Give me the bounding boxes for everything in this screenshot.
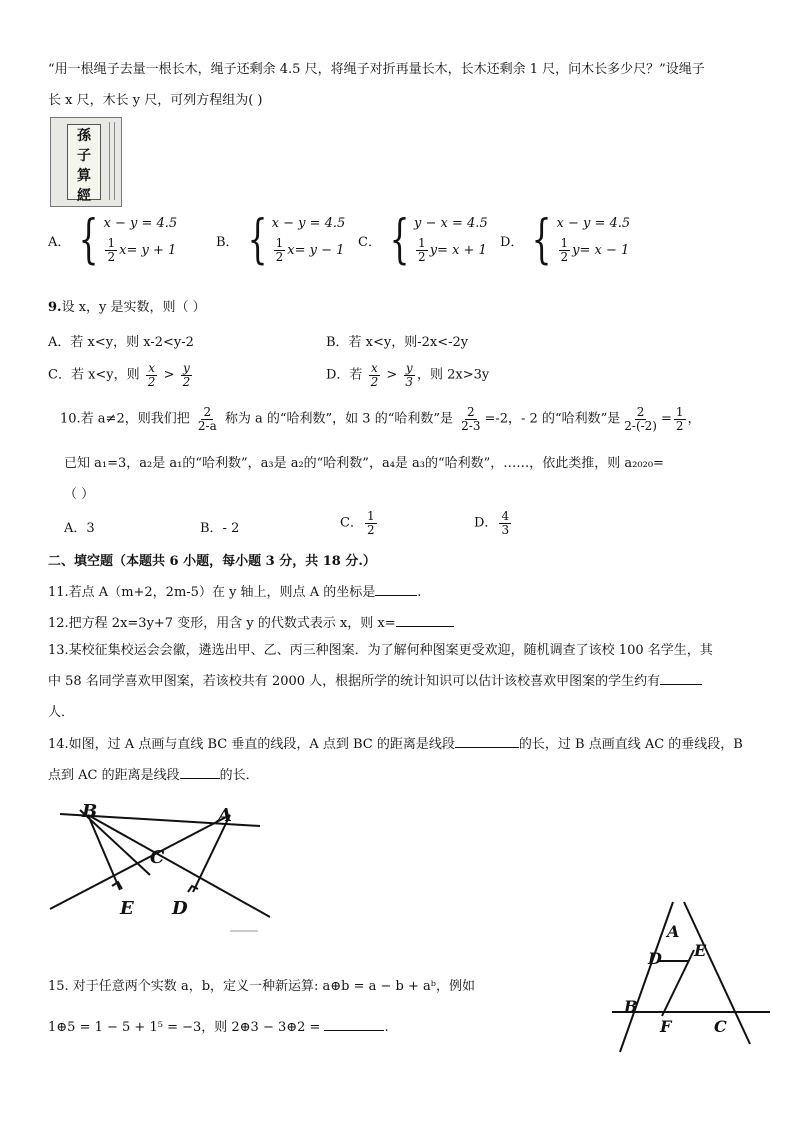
q8-stem-line1: “用一根绳子去量一根长木，绳子还剩余 4.5 尺，将绳子对折再量长木，长木还剩余 1 尺，问木长多少尺？”设绳子 [48,62,705,77]
brace-icon: { [389,210,410,270]
q15-triangle-figure [606,892,774,1058]
label-C: C [714,1017,727,1036]
option-label: A． [48,234,71,250]
q12: 12.把方程 2x=3y+7 变形，用含 y 的代数式表示 x，则 x= [48,612,454,631]
equation-2: $\frac{1}{2}$ x = y + 1 [107,236,177,264]
equation-1: x − y = 4.5 [271,216,346,232]
label-A: A [667,922,680,941]
label-F: F [660,1017,672,1036]
q10-line1: 10.若 a≠2，则我们把 $\frac{2}{2-a}$ 称为 a 的“哈利数”，如 3 的“哈利数”是 $\frac{2}{2-3}$ =-2，- 2 的“哈利数”是 $\frac{2}{2-(-2)}$ = $\frac{1}{2}$ ， [60,405,701,433]
q8-stem-line2: 长 x 尺，木长 y 尺，可列方程组为( ) [48,93,263,108]
q8-option-b[interactable] [216,210,346,270]
q13-answer-blank[interactable] [660,684,702,685]
label-A: A [218,805,232,826]
brace-icon: { [79,210,99,270]
q14-line1: 14.如图，过 A 点画与直线 BC 垂直的线段，A 点到 BC 的距离是线段 的长，过 B 点画直线 AC 的垂线段，B [48,737,743,752]
brace-icon: { [532,210,552,270]
q9-option-b[interactable]: B．若 x<y，则-2x<-2y [326,335,469,350]
equation-1: x − y = 4.5 [556,216,631,232]
label-B: B [82,801,98,822]
q15-line1: 15. 对于任意两个实数 a，b，定义一种新运算: a⊕b = a − b + aᵇ，例如 [48,979,475,994]
q9-option-d[interactable]: D．若 $\frac{x}{2}$ > $\frac{y}{3}$ ，则 2x>3y [326,361,490,389]
q14-geometry-figure [40,795,270,935]
equation-2: $\frac{1}{2}$ x = y − 1 [275,236,345,264]
q14-answer-blank-1[interactable] [455,747,519,748]
q10-option-d[interactable]: D． $\frac{4}{3}$ [474,509,510,537]
label-E: E [694,941,707,960]
q15-answer-blank[interactable] [324,1030,384,1031]
sunzi-suanjing-book-image [50,117,122,207]
q10-line2: 已知 a₁=3，a₂是 a₁的“哈利数”，a₃是 a₂的“哈利数”，a₄是 a₃的“哈利数”，……，依此类推，则 a₂₀₂₀= [64,456,664,471]
segment-EF [662,950,694,1016]
line-EA [50,815,230,909]
q8-option-d[interactable] [500,210,631,270]
section-2-heading: 二、填空题（本题共 6 小题，每小题 3 分，共 18 分.） [48,554,376,569]
option-label: D． [500,234,524,250]
q13-line1: 13.某校征集校运会会徽，遴选出甲、乙、丙三种图案．为了解何种图案更受欢迎，随机调查了该校 100 名学生，其 [48,643,713,658]
equation-1: x − y = 4.5 [103,216,178,232]
option-label: C． [358,234,381,250]
q9-stem: 9.设 x，y 是实数，则（ ） [48,300,206,315]
book-title [67,124,101,204]
q11: 11.若点 A（m+2，2m-5）在 y 轴上，则点 A 的坐标是 . [48,585,422,600]
label-E: E [120,898,134,919]
q10-option-a[interactable]: A．3 [64,521,95,536]
equation-2: $\frac{1}{2}$ y = x − 1 [560,236,630,264]
option-label: B． [216,234,239,250]
book-char: 算 [77,168,91,184]
label-C: C [150,847,165,868]
q8-option-c[interactable] [358,210,488,270]
q11-answer-blank[interactable] [375,595,417,596]
q8-option-a[interactable] [48,210,178,270]
label-D: D [172,898,188,919]
segment-BE [88,815,120,890]
q9-option-a[interactable]: A．若 x<y，则 x-2<y-2 [48,335,194,350]
q14-answer-blank-2[interactable] [180,778,220,779]
q10-line3: （ ） [64,487,95,502]
q10-option-b[interactable]: B．- 2 [200,521,240,536]
brace-icon: { [247,210,268,270]
q15-line2: 1⊕5 = 1 − 5 + 1⁵ = −3，则 2⊕3 − 3⊕2 = . [48,1020,389,1035]
equation-1: y − x = 4.5 [414,216,488,232]
book-char: 孫 [77,128,91,144]
q13-line2: 中 58 名同学喜欢甲图案，若该校共有 2000 人，根据所学的统计知识可以估计该校喜欢甲图案的学生约有 [48,670,702,689]
label-D: D [648,949,662,968]
q13-line3: 人． [48,705,75,720]
label-B: B [624,997,638,1016]
book-char: 經 [77,188,91,204]
q12-answer-blank[interactable] [396,626,454,627]
q9-option-c[interactable]: C．若 x<y，则 $\frac{x}{2}$ > $\frac{y}{2}$ [48,361,191,389]
book-spine [109,122,115,200]
book-char: 子 [77,148,91,164]
q10-option-c[interactable]: C． $\frac{1}{2}$ [340,509,375,537]
q14-line2: 点到 AC 的距离是线段 的长． [48,768,259,783]
equation-2: $\frac{1}{2}$ y = x + 1 [418,236,487,264]
segment-AD [193,815,230,892]
hidden-line [44,810,80,909]
